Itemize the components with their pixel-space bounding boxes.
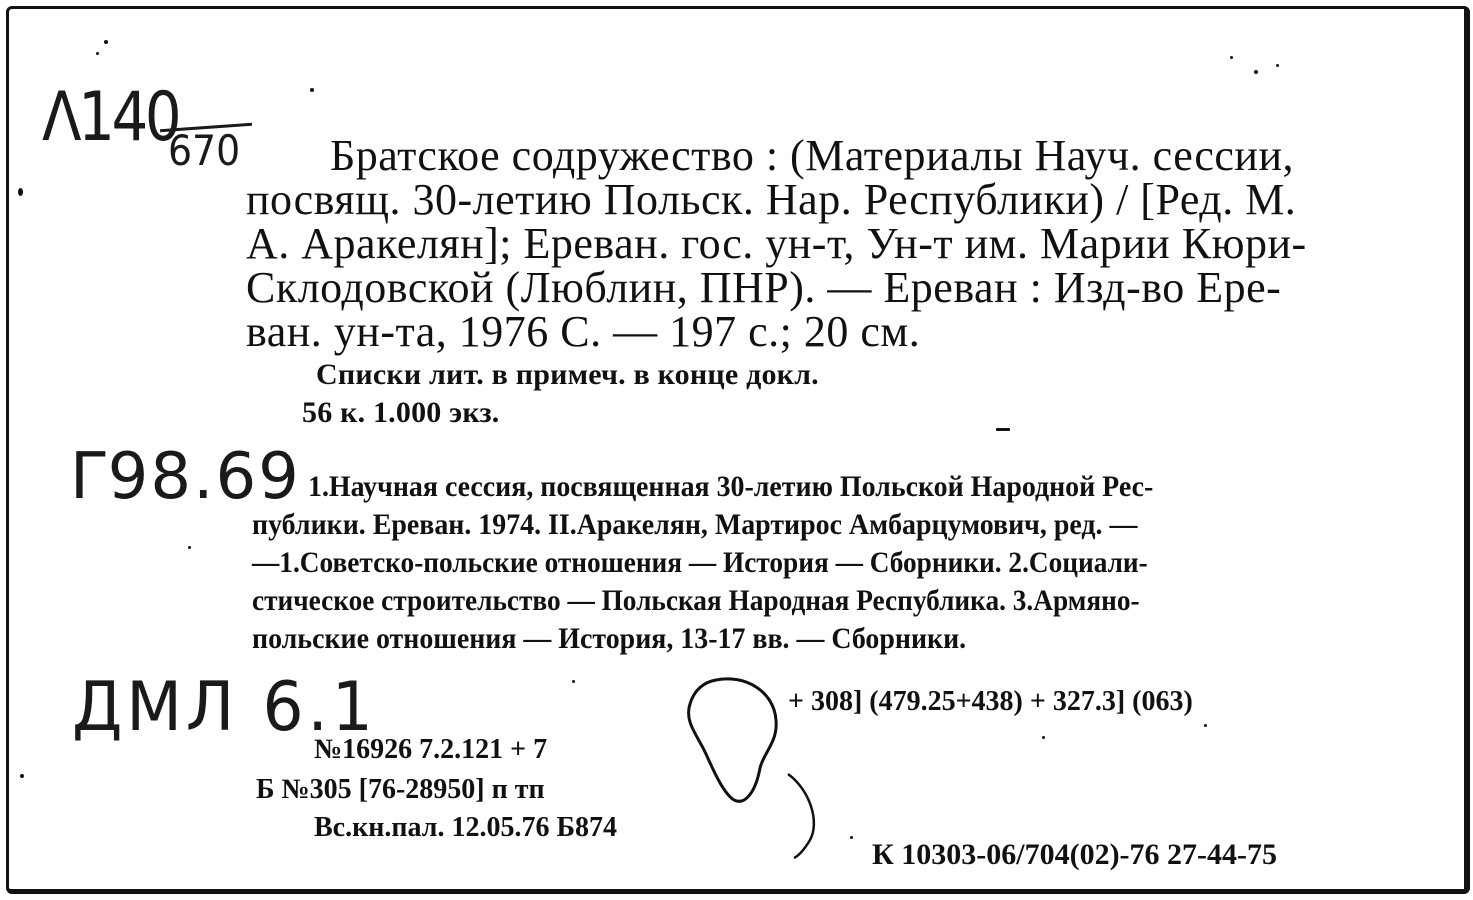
description-line-2: посвящ. 30-летию Польск. Нар. Республики) / [Ред. М. xyxy=(246,175,1297,224)
handwritten-shelf-number: 670 xyxy=(168,126,241,175)
imprint-line-1: №16926 7.2.121 + 7 xyxy=(314,734,548,765)
handwritten-shelf-mark: Λ140 xyxy=(42,78,179,157)
description-line-4: Склодовской (Люблин, ПНР). — Ереван : Изд-во Ере- xyxy=(246,263,1282,312)
subject-line-2: публики. Ереван. 1974. II.Аракелян, Мартирос Амбарцумович, ред. — xyxy=(252,508,1138,541)
speck xyxy=(996,428,1010,431)
control-number: К 10303-06/704(02)-76 27-44-75 xyxy=(872,838,1278,871)
speck xyxy=(1276,64,1279,67)
speck xyxy=(850,836,853,839)
price-print-run: 56 к. 1.000 экз. xyxy=(302,396,500,429)
hand-drawn-loop xyxy=(676,672,796,822)
speck xyxy=(96,52,99,55)
hand-drawn-bracket xyxy=(780,770,830,860)
handwritten-department-code: ДМЛ 6.1 xyxy=(72,668,377,747)
description-line-3: А. Аракелян]; Ереван. гос. ун-т, Ун-т им. Марии Кюри- xyxy=(246,219,1307,268)
udc-classification: + 308] (479.25+438) + 327.3] (063) xyxy=(788,686,1193,717)
subject-line-1: 1.Научная сессия, посвященная 30-летию Польской Народной Рес- xyxy=(308,470,1154,503)
imprint-line-2: Б №305 [76-28950] п тп xyxy=(256,774,545,805)
imprint-line-3: Вс.кн.пал. 12.05.76 Б874 xyxy=(314,812,617,843)
speck xyxy=(188,546,191,549)
speck xyxy=(18,188,23,196)
speck xyxy=(310,88,314,92)
speck xyxy=(1230,56,1233,59)
speck xyxy=(1042,736,1045,739)
loop-path xyxy=(689,679,777,801)
description-line-1: Братское содружество : (Материалы Науч. сессии, xyxy=(330,131,1294,180)
bracket-path xyxy=(788,774,814,858)
bibliography-note: Списки лит. в примеч. в конце докл. xyxy=(316,358,819,391)
speck xyxy=(572,680,575,683)
speck xyxy=(20,774,24,778)
speck xyxy=(1254,70,1258,74)
subject-line-5: польские отношения — История, 13-17 вв. — Сборники. xyxy=(252,622,967,655)
subject-line-3: —1.Советско-польские отношения — История — Сборники. 2.Социали- xyxy=(252,546,1148,579)
speck xyxy=(1204,724,1207,727)
handwritten-class-code: Γ98.69 xyxy=(70,440,301,514)
description-line-5: ван. ун-та, 1976 С. — 197 с.; 20 см. xyxy=(246,307,921,356)
subject-line-4: стическое строительство — Польская Народная Республика. 3.Армяно- xyxy=(252,584,1140,617)
speck xyxy=(104,40,108,44)
